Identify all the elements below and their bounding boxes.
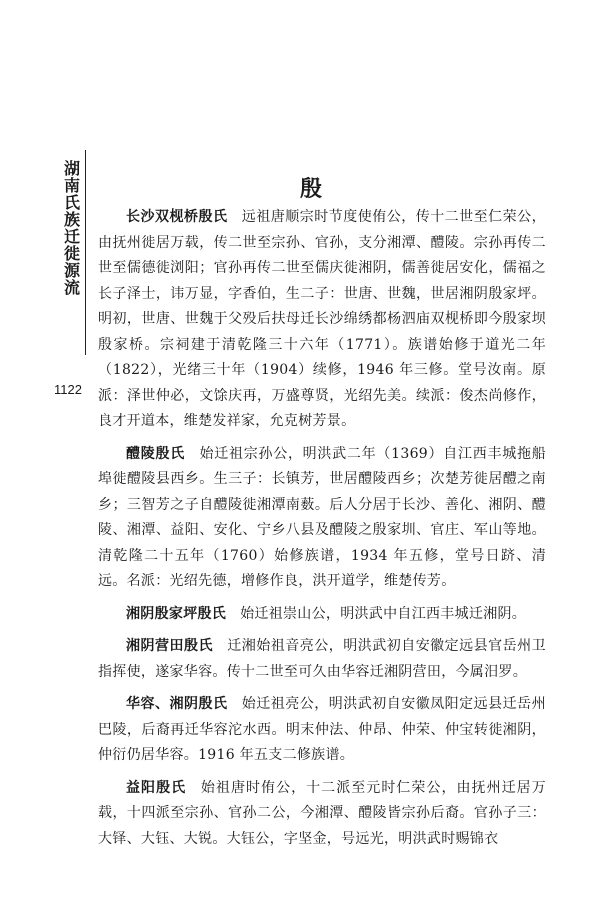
entry-text: 始迁祖崇山公，明洪武中自江西丰城迁湘阴。 — [240, 605, 527, 622]
entry-paragraph — [98, 776, 546, 853]
entry-title: 醴陵殷氏 — [126, 445, 185, 462]
entry-text: 始迁祖宗孙公，明洪武二年（1369）自江西丰城拖船埠徙醴陵县西乡。生三子：长镇芳，世居醴陵西乡；次楚芳徙居醴之南乡；三智芳之子自醴陵徙湘潭南薮。后人分居于长沙、善化、湘阴、醴陵、湘潭、益阳、安化、宁乡八县及醴陵之殷家圳、官庄、军山等地。清乾隆二十五年（1760）始修族谱，1934 年五修，堂号日跻、清远。名派：光绍先德，增修作良，洪开道学，维楚传芳。 — [98, 445, 546, 589]
page-number: 1122 — [54, 382, 82, 397]
entry-paragraph — [98, 205, 546, 435]
entry-paragraph — [98, 634, 546, 685]
entry-title: 湘阴殷家坪殷氏 — [126, 605, 227, 622]
entry-title: 益阳殷氏 — [126, 779, 187, 796]
entry-paragraph — [98, 442, 546, 595]
entry-title: 湘阴营田殷氏 — [126, 638, 213, 654]
entry-text: 远祖唐顺宗时节度使侑公，传十二世至仁荣公，由抚州徙居万载，传二世至宗孙、官孙，支分湘潭、醴陵。宗孙再传二世至儒德徙浏阳；官孙再传二世至儒庆徙湘阴，儒善徙居安化，儒福之长子泽士，讳万显，字香伯，生二子：世唐、世魏，世居湘阴殷家坪。明初，世唐、世魏于父殁后扶母迁长沙绵绣都杨泗庙双枧桥即今殷家坝殷家桥。宗祠建于清乾隆三十六年（1771）。族谱始修于道光二年（1822），光绪三十年（1904）续修，1946 年三修。堂号汝南。原派：泽世仲必，文馀庆再，万盛尊贤，光绍先美。续派：俊杰尚修作，良才开道本，维楚发祥家，允克树芳景。 — [98, 209, 546, 429]
body-text — [98, 205, 546, 859]
entry-title: 华容、湘阴殷氏 — [126, 696, 228, 712]
entry-paragraph — [98, 602, 546, 628]
entry-paragraph — [98, 692, 546, 769]
entry-text: 迁湘始祖音亮公，明洪武初自安徽定远县官岳州卫指挥使，遂家华容。传十二世至可久由华容迁湘阴营田，今属汨罗。 — [98, 638, 546, 680]
margin-rule — [85, 150, 86, 355]
surname-heading: 殷 — [300, 176, 325, 202]
entry-text: 始迁祖亮公，明洪武初自安徽凤阳定远县迁岳州巴陵，后裔再迁华容沱水西。明末仲法、仲昂、仲荣、仲宝转徙湘阴，仲衍仍居华容。1916 年五支二修族谱。 — [98, 696, 546, 763]
entry-title: 长沙双枧桥殷氏 — [126, 209, 228, 225]
book-title-vertical: 湖南氏族迁徙源流 — [63, 159, 80, 297]
entry-text: 始祖唐时侑公，十二派至元时仁荣公，由抚州迁居万载，十四派至宗孙、官孙二公，今湘潭、醴陵皆宗孙后裔。官孙子三：大铎、大钰、大锐。大钰公，字坚金，号远光，明洪武时赐锦衣 — [98, 779, 546, 847]
